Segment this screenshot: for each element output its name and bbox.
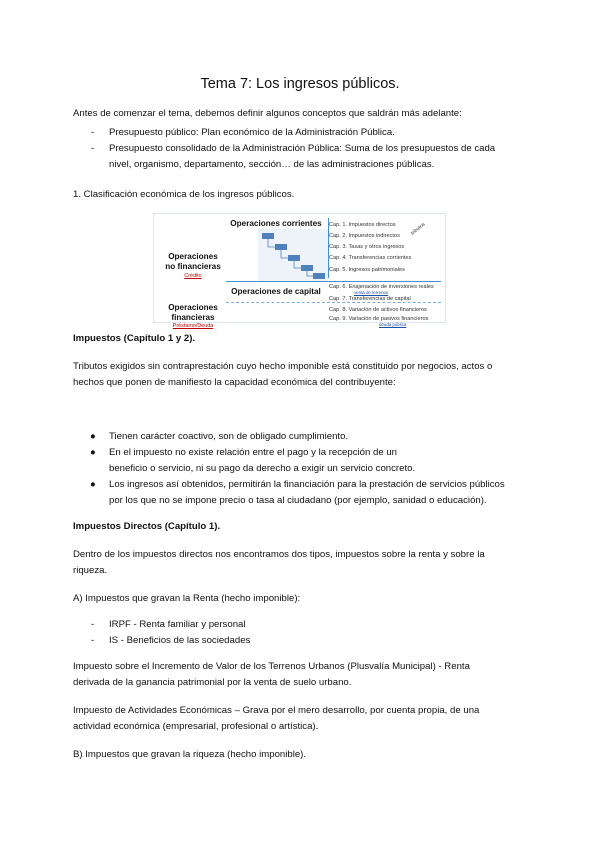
- directos-heading: Impuestos Directos (Capítulo 1).: [73, 521, 221, 532]
- cap-3: Cap. 3. Tasas y otros ingresos: [329, 244, 405, 250]
- cap-2: Cap. 2. Impuestos indirectos: [329, 233, 400, 239]
- tributos-label: tributos: [409, 221, 427, 237]
- plusvalia-line1: Impuesto sobre el Incremento de Valor de los Terrenos Urbanos (Plusvalía Municipal) - Renta: [73, 661, 470, 672]
- tributos-paragraph-line2: hechos que ponen de manifiesto la capacidad económica del contribuyente:: [73, 377, 396, 388]
- label-operaciones-financieras: Operaciones financieras: [168, 303, 218, 322]
- cap-1: Cap. 1. Impuestos directos: [329, 222, 396, 228]
- dash-marker: -: [91, 127, 95, 138]
- divider-line: [226, 281, 441, 282]
- directos-paragraph-line1: Dentro de los impuestos directos nos encontramos dos tipos, impuestos sobre la renta y sobre la: [73, 549, 485, 560]
- bullet-item-financiacion: Los ingresos así obtenidos, permitirán la financiación para la prestación de servicios públicos: [109, 479, 505, 490]
- bullet-dot: ●: [90, 447, 96, 458]
- riqueza-heading: B) Impuestos que gravan la riqueza (hecho imponible).: [73, 749, 307, 760]
- bullet-item-continuation: por los que no se impone precio o tasa al ciudadano (por ejemplo, sanidad o educación).: [109, 495, 487, 506]
- impuestos-heading: Impuestos (Capítulo 1 y 2).: [73, 333, 196, 344]
- renta-heading: A) Impuestos que gravan la Renta (hecho imponible):: [73, 593, 301, 604]
- label-operaciones-capital: Operaciones de capital: [231, 287, 321, 296]
- page-title: Tema 7: Los ingresos públicos.: [200, 76, 400, 92]
- dash-marker: -: [91, 619, 95, 630]
- label-operaciones-corrientes: Operaciones corrientes: [230, 219, 322, 228]
- bullet-dot: ●: [90, 479, 96, 490]
- directos-paragraph-line2: riqueza.: [73, 565, 108, 576]
- tributos-paragraph-line1: Tributos exigidos sin contraprestación cuyo hecho imponible está constituido por negocios, actos o: [73, 361, 493, 372]
- iae-line1: Impuesto de Actividades Económicas – Grava por el mero desarrollo, por cuenta propia, de una: [73, 705, 480, 716]
- bullet-item-coactivo: Tienen carácter coactivo, son de obligado cumplimiento.: [109, 431, 349, 442]
- cap-9: Cap. 9. Variación de pasivos financieros: [329, 316, 429, 322]
- cap-9-note: deuda pública: [379, 322, 407, 327]
- dash-item-presupuesto-consolidado: Presupuesto consolidado de la Administración Pública: Suma de los presupuestos de cada: [109, 143, 496, 154]
- dash-marker: -: [91, 635, 95, 646]
- plusvalia-line2: derivada de la ganancia patrimonial por la venta de suelo urbano.: [73, 677, 352, 688]
- bullet-item-relacion: En el impuesto no existe relación entre el pago y la recepción de un: [109, 447, 397, 458]
- cap-6-note: venta de terrenos: [354, 290, 389, 295]
- classification-figure: [153, 213, 446, 329]
- iae-line2: actividad económica (empresarial, profesional o artística).: [73, 721, 319, 732]
- section-heading: 1. Clasificación económica de los ingresos públicos.: [73, 189, 295, 200]
- renta-item-is: IS - Beneficios de las sociedades: [109, 635, 251, 646]
- intro-text: Antes de comenzar el tema, debemos definir algunos conceptos que saldrán más adelante:: [73, 108, 462, 119]
- bullet-item-continuation: beneficio o servicio, ni su pago da derecho a exigir un servicio concreto.: [109, 463, 416, 474]
- cap-6: Cap. 6. Enajenación de inversiones reales: [329, 284, 434, 290]
- dash-item-continuation: nivel, organismo, departamento, sección… de las administraciones públicas.: [109, 159, 435, 170]
- cap-4: Cap. 4. Transferencias corrientes: [329, 255, 412, 261]
- bullet-dot: ●: [90, 431, 96, 442]
- dash-marker: -: [91, 143, 95, 154]
- staircase-graphic: [258, 229, 328, 281]
- renta-item-irpf: IRPF - Renta familiar y personal: [109, 619, 246, 630]
- red-note-credito: Crédito: [184, 273, 202, 279]
- dash-item-presupuesto-publico: Presupuesto público: Plan económico de la Administración Pública.: [109, 127, 395, 138]
- red-note-prestamo: Préstamo/Deuda: [172, 323, 214, 329]
- cap-5: Cap. 5. Ingresos patrimoniales: [329, 267, 405, 273]
- cap-7: Cap. 7. Transferencias de capital: [329, 296, 411, 302]
- label-operaciones-no-financieras: Operaciones no financieras: [165, 252, 221, 271]
- cap-8: Cap. 8. Variación de activos financieros: [329, 307, 427, 313]
